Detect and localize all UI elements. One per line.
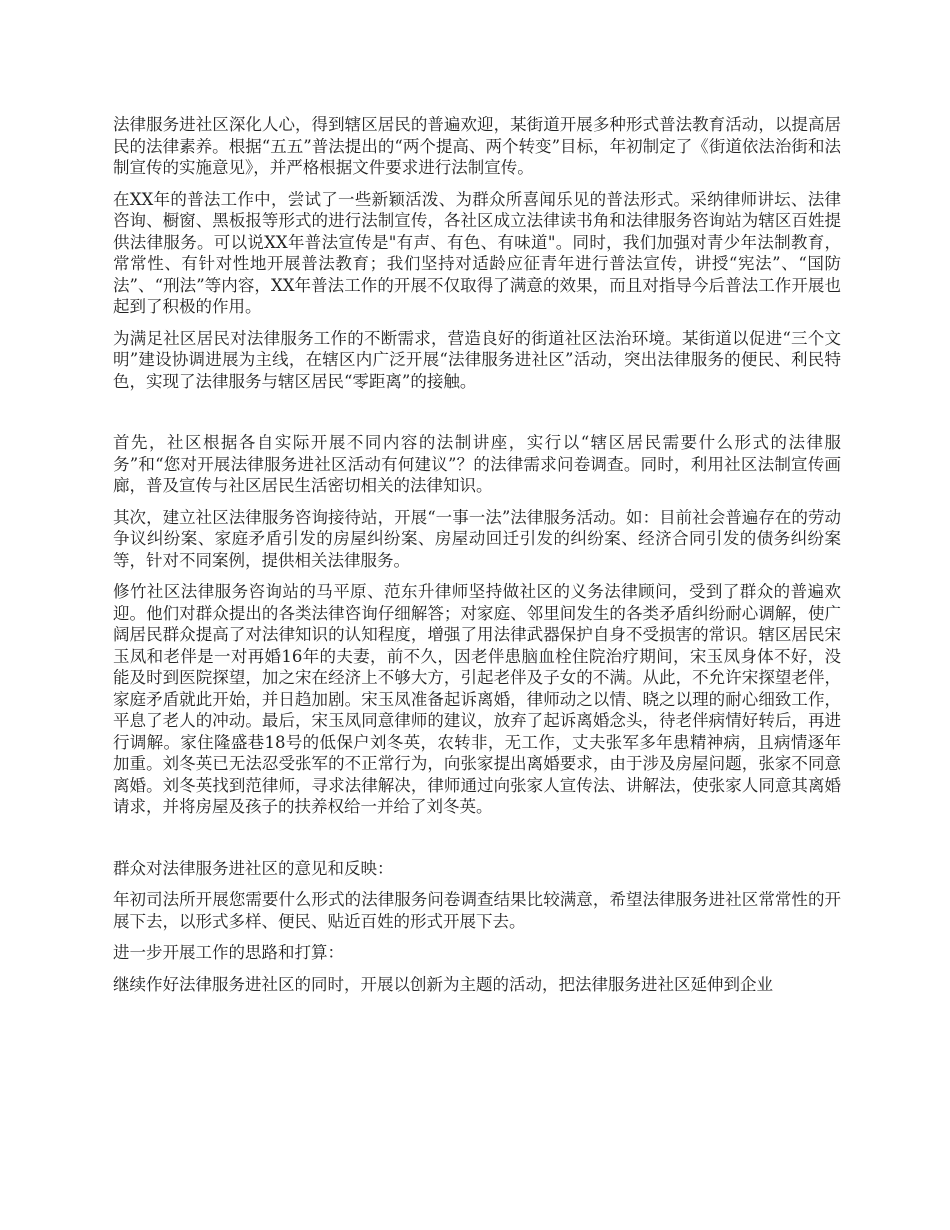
paragraph-first: 首先，社区根据各自实际开展不同内容的法制讲座，实行以“辖区居民需要什么形式的法律服务”和“您对开展法律服务进社区活动有何建议”？的法律需求问卷调查。同时，利用社区法制宣传画廊，普及宣传与社区居民生活密切相关的法律知识。 <box>113 433 841 495</box>
paragraph-second: 其次，建立社区法律服务咨询接待站，开展“一事一法”法律服务活动。如：目前社会普遍存在的劳动争议纠纷案、家庭矛盾引发的房屋纠纷案、房屋动回迁引发的纠纷案、经济合同引发的债务纠纷案等，针对不同案例，提供相关法律服务。 <box>113 507 841 570</box>
heading-next-steps: 进一步开展工作的思路和打算： <box>113 943 344 962</box>
paragraph-case-study: 修竹社区法律服务咨询站的马平原、范东升律师坚持做社区的义务法律顾问，受到了群众的普遍欢迎。他们对群众提出的各类法律咨询仔细解答；对家庭、邻里间发生的各类矛盾纠纷耐心调解，使广阔居民群众提高了对法律知识的认知程度，增强了用法律武器保护自身不受损害的常识。辖区居民宋玉凤和老伴是一对再婚16年的夫妻，前不久，因老伴患脑血栓住院治疗期间，宋玉凤身体不好，没能及时到医院探望，加之宋在经济上不够大方，引起老伴及子女的不满。从此，不允许宋探望老伴，家庭矛盾就此开始，并日趋加剧。宋玉凤准备起诉离婚，律师动之以情、晓之以理的耐心细致工作，平息了老人的冲动。最后，宋玉凤同意律师的建议，放弃了起诉离婚念头，待老伴病情好转后，再进行调解。家住隆盛巷18号的低保户刘冬英，农转非，无工作，丈夫张军多年患精神病，且病情逐年加重。刘冬英已无法忍受张军的不正常行为，向张家提出离婚要求，由于涉及房屋问题，张家不同意离婚。刘冬英找到范律师，寻求法律解决，律师通过向张家人宣传法、讲解法，使张家人同意其离婚请求，并将房屋及孩子的扶养权给一并给了刘冬英。 <box>113 582 841 816</box>
section-gap <box>113 828 841 858</box>
section-gap <box>113 402 841 432</box>
paragraph-xx-year-work: 在XX年的普法工作中，尝试了一些新颖活泼、为群众所喜闻乐见的普法形式。采纳律师讲坛、法律咨询、橱窗、黑板报等形式的进行法制宣传，各社区成立法律读书角和法律服务咨询站为辖区百姓提供法律服务。可以说XX年普法宣传是"有声、有色、有味道"。同时，我们加强对青少年法制教育，常常性、有针对性地开展普法教育；我们坚持对适龄应征青年进行普法宣传，讲授“宪法”、“国防法”、“刑法”等内容，XX年普法工作的开展不仅取得了满意的效果，而且对指导今后普法工作开展也起到了积极的作用。 <box>113 189 841 316</box>
paragraph-intro: 法律服务进社区深化人心，得到辖区居民的普遍欢迎，某街道开展多种形式普法教育活动，以提高居民的法律素养。根据“五五”普法提出的“两个提高、两个转变”目标，年初制定了《街道依法治街和法制宣传的实施意见》，并严格根据文件要求进行法制宣传。 <box>113 115 841 177</box>
paragraph-feedback: 年初司法所开展您需要什么形式的法律服务问卷调查结果比较满意，希望法律服务进社区常常性的开展下去，以形式多样、便民、贴近百姓的形式开展下去。 <box>113 890 841 931</box>
paragraph-next-steps: 继续作好法律服务进社区的同时，开展以创新为主题的活动，把法律服务进社区延伸到企业 <box>113 974 773 994</box>
paragraph-community-service: 为满足社区居民对法律服务工作的不断需求，营造良好的街道社区法治环境。某街道以促进“三个文明”建设协调进展为主线，在辖区内广泛开展“法律服务进社区”活动，突出法律服务的便民、利民特色，实现了法律服务与辖区居民“零距离”的接触。 <box>113 328 841 391</box>
heading-public-feedback: 群众对法律服务进社区的意见和反映： <box>113 858 394 878</box>
document-body <box>113 114 841 1005</box>
